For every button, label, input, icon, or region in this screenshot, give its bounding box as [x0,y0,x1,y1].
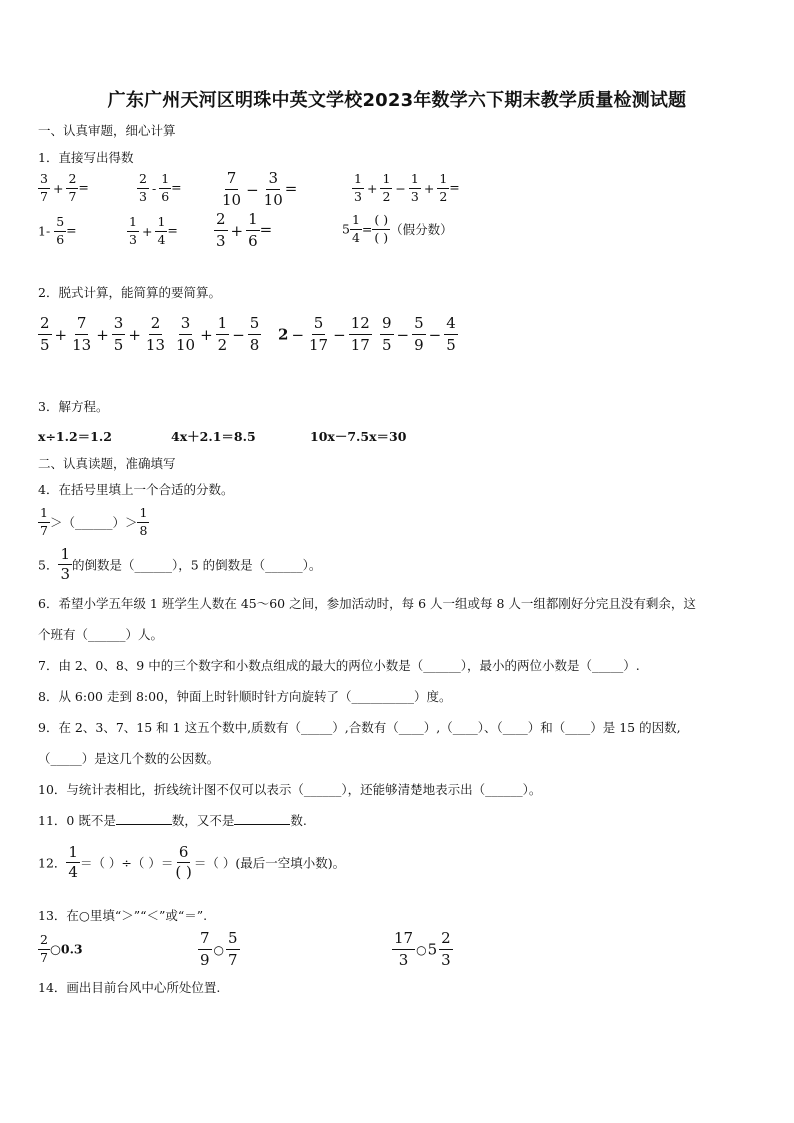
q2-expr-4: $\frac{9}{5}$ − $\frac{5}{9}$ − $\frac{4}{5}$ [382,314,456,354]
q8: 8．从 6:00 走到 8:00，钟面上时针顺时针方向旋转了（__________）度。 [38,689,452,704]
q4-expression: $\frac{1}{7}$ ＞（______）＞ $\frac{1}{8}$ [40,505,148,538]
q1-item-6: $\frac{1}{3}$ + $\frac{1}{4}$ = [129,214,178,247]
q9-line-2: （_____）是这几个数的公因数。 [38,751,220,766]
section-1-heading: 一、认真审题，细心计算 [38,123,176,138]
q2-expr-1: $\frac{2}{5}$ + $\frac{7}{13}$ + $\frac{3}{5}$ + $\frac{2}{13}$ [40,314,166,354]
q2-expr-3: 2 − $\frac{5}{17}$ − $\frac{12}{17}$ [278,314,370,354]
q6-line-1: 6．希望小学五年级 1 班学生人数在 45～60 之间，参加活动时，每 6 人一组或每 8 人一组都刚好分完且没有剩余，这 [38,596,696,611]
q3-label: 3．解方程。 [38,399,109,414]
q13-label: 13．在○里填“＞”“＜”或“＝”. [38,908,208,923]
q6-line-2: 个班有（______）人。 [38,627,164,642]
q1-label: 1．直接写出得数 [38,150,134,165]
q2-expr-2: $\frac{3}{10}$ + $\frac{1}{2}$ − $\frac{5}{8}$ [176,314,260,354]
q12: 12． $\frac{1}{4}$ ＝（ ）÷（ ）＝ $\frac{6}{( )}$ ＝（ ）(最后一空填小数)。 [38,843,346,881]
q13-compare-3: $\frac{17}{3}$ ○5 $\frac{2}{3}$ [394,929,451,969]
q1-item-2: $\frac{2}{3}$ - $\frac{1}{6}$ = [139,171,182,204]
q3-equation-1: x÷1.2＝1.2 [38,429,112,444]
q14: 14．画出目前台风中心所处位置. [38,980,221,995]
section-2-heading: 二、认真读题，准确填写 [38,456,176,471]
q1-item-8: 5 $\frac{1}{4}$ = $\frac{( )}{( )}$ （假分数） [342,212,453,245]
q13-compare-1: $\frac{2}{7}$ ○0.3 [40,932,83,965]
q1-item-3: $\frac{7}{10}$ − $\frac{3}{10}$ = [222,169,298,209]
q5: 5． $\frac{1}{3}$ 的倒数是（______），5 的倒数是（______）。 [38,545,322,583]
q1-item-4: $\frac{1}{3}$ + $\frac{1}{2}$ − $\frac{1}{3}$ + $\frac{1}{2}$ = [354,171,460,204]
q3-equation-2: 4x＋2.1＝8.5 [171,429,256,444]
q2-label: 2．脱式计算，能简算的要简算。 [38,285,221,300]
q13-compare-2: $\frac{7}{9}$ ○ $\frac{5}{7}$ [200,929,238,969]
q9-line-1: 9．在 2、3、7、15 和 1 这五个数中,质数有（_____）,合数有（____）,（____）、（____）和（____）是 15 的因数, [38,720,681,735]
q3-equation-3: 10x－7.5x＝30 [310,429,407,444]
q1-item-1: $\frac{3}{7}$ + $\frac{2}{7}$ = [40,171,89,204]
q1-item-5: 1- $\frac{5}{6}$ = [38,214,77,247]
q10: 10．与统计表相比，折线统计图不仅可以表示（______），还能够清楚地表示出（______）。 [38,782,542,797]
page-title: 广东广州天河区明珠中英文学校2023年数学六下期末教学质量检测试题 [107,90,687,111]
q1-item-7: $\frac{2}{3}$ + $\frac{1}{6}$ = [216,210,273,250]
q4-label: 4．在括号里填上一个合适的分数。 [38,482,234,497]
q7: 7．由 2、0、8、9 中的三个数字和小数点组成的最大的两位小数是（______），最小的两位小数是（_____）. [38,658,640,673]
q11: 11．0 既不是 数，又不是 数. [38,813,307,828]
